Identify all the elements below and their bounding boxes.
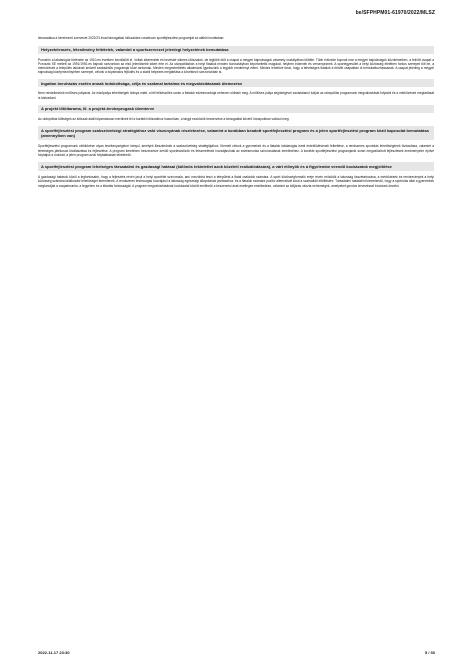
section-body-situation: Porosfón a labdarúgás története az 1910-es években kezdődött el. Voltak sikeresebb és kevésbé sikeres időszakok, de legtöbb időt a csapat a megyei bajnokságok valamely osztályában töltötte. Több évtizede kopnak már a megyei bajnokságok küzdelmeiben, a felnőtt csapat a Porosztó SE mellett az 1991/1992-es bajnoki szezonban az első jelentősebb sikert érte el. Az utánpótlásban a helyi fiatalok minden korosztályban képviseltetik magukat, helyben edzenek és versenyeznek. A sportegyesület a helyi közösség életében fontos szerepet tölt be, a mérkőzések a település lakóinak kedvelt szabadidős programjai közé tartoznak. Minden megmérettetés alkalmával igyekszünk a legjobb eredményt elérni. Mindez lehetővé teszi, hogy a tehetséges fiatalok a felnőtt csapatban is bemutatkozhassanak. A csapat jelenleg a megyei bajnokság középmezőnyében szerepel, célunk a folyamatos fejlődés és a stabil helyezés megtartása a következő szezonokban is. bbox=[38, 57, 434, 75]
document-content bbox=[38, 36, 434, 193]
section-body-strategy: Sportfejlesztési programunk célkitűzése olyan tevékenységekre irányul, amelyek illeszkednek a szakszövetség stratégiájához. Kiemelt célunk a gyermekek és a fiatalok labdarúgás iránti érdeklődésének felkeltése, a rendszeres sportolás lehetőségének biztosítása, valamint a tehetséges játékosok kiválasztása és fejlesztése. A program keretében beszerzésre kerülő sporteszközök és felszerelések hozzájárulnak az edzésmunka színvonalának emeléséhez. A korábbi sportfejlesztési programjaink során megvalósított fejlesztések eredményeire építve folytatjuk a munkát, a jelen program azok folytatásának tekinthető. bbox=[38, 144, 434, 157]
section-heading-situation: Helyzetelemzés, létesítmény feltételek, valamint a sportszervezet jelenlegi helyzetének bemutatása bbox=[38, 46, 434, 54]
section-heading-strategy: A sportfejlesztési program szakszövetségi stratégiához való viszonyának részletezése, valamint a korábban beadott sportfejlesztési program és a jelen sportfejlesztési program közti kapcsolat bemutatása (amennyiben van) bbox=[38, 126, 434, 140]
section-body-schedule: Az utánpótlás költségek az időszak alatt folyamatosan merülnek fel a korábbi időszakhoz hasonlóan, a tárgyi eszközök beszerzése a támogatást követő hónapokban valósul meg. bbox=[38, 116, 290, 121]
section-body-impact: A gazdasági hatások közül a legfontosabb, hogy a fejlesztés révén javul a helyi sportélet színvonala, ami vonzóbbá teszi a települést a fiatal családok számára. A sport közösségformáló ereje révén erősödik a lakosság összetartozása, a mérkőzések és rendezvények a helyi közösség számára találkozási lehetőséget teremtenek. A rendszeres testmozgás hozzájárul a lakosság egészségi állapotának javításához, és a fiatalok számára pozitív alternatívát kínál a szabadidő eltöltésére. Társadalmi hatásként kiemelendő, hogy a sportolás által a gyermekek megtanulják a csapatmunka, a fegyelem és a kitartás fontosságát. A program megvalósításának kockázatai között említhető a beszerzési árak esetleges emelkedése, valamint az időjárás okozta nehézségek, amelyeket gondos tervezéssel kívánunk kezelni. bbox=[38, 175, 434, 188]
section-heading-investment: Ingatlan beruházás esetén annak indokoltsága, célja és szakmai tartalma és megvalósításának ütemezése bbox=[38, 79, 434, 87]
section-body-investment: Nem rendelkezünk műfüves pályával. Az edzőpálya lehetőségek hiánya miatt, a téli felkészülés során a fiatalok edzésmunkája nehezen oldható meg. A műfüves pálya segítségével zavartalanul tudjuk az utánpótlás programunk megvalósítását folytatni és a mérkőzések megtartását is biztosítani. bbox=[38, 91, 434, 100]
intro-paragraph: lemaradása a kérelmező szervezet 2022/23 évad támogatási időszakára vonatkozó sportfejlesztési programját az alábbi bontásban: bbox=[38, 36, 225, 40]
footer-timestamp: 2022-11-17 23:30 bbox=[38, 650, 70, 655]
section-heading-schedule: A projekt lőtöltarama, III. a projekt-tervkeprogask ütemterve bbox=[38, 105, 434, 113]
document-id: be/SFPHPM01-61970/2022/MLSZ bbox=[355, 10, 435, 16]
section-heading-impact: A sportfejlesztési program lehetséges társadalmi és gazdasági hatásai (különös tekintettel azok közéleti realizálódására), a várt előnyök és a figyelembe veendő kockázatok megjelölése bbox=[38, 162, 434, 171]
footer-page-number: 5 / 30 bbox=[424, 650, 435, 655]
